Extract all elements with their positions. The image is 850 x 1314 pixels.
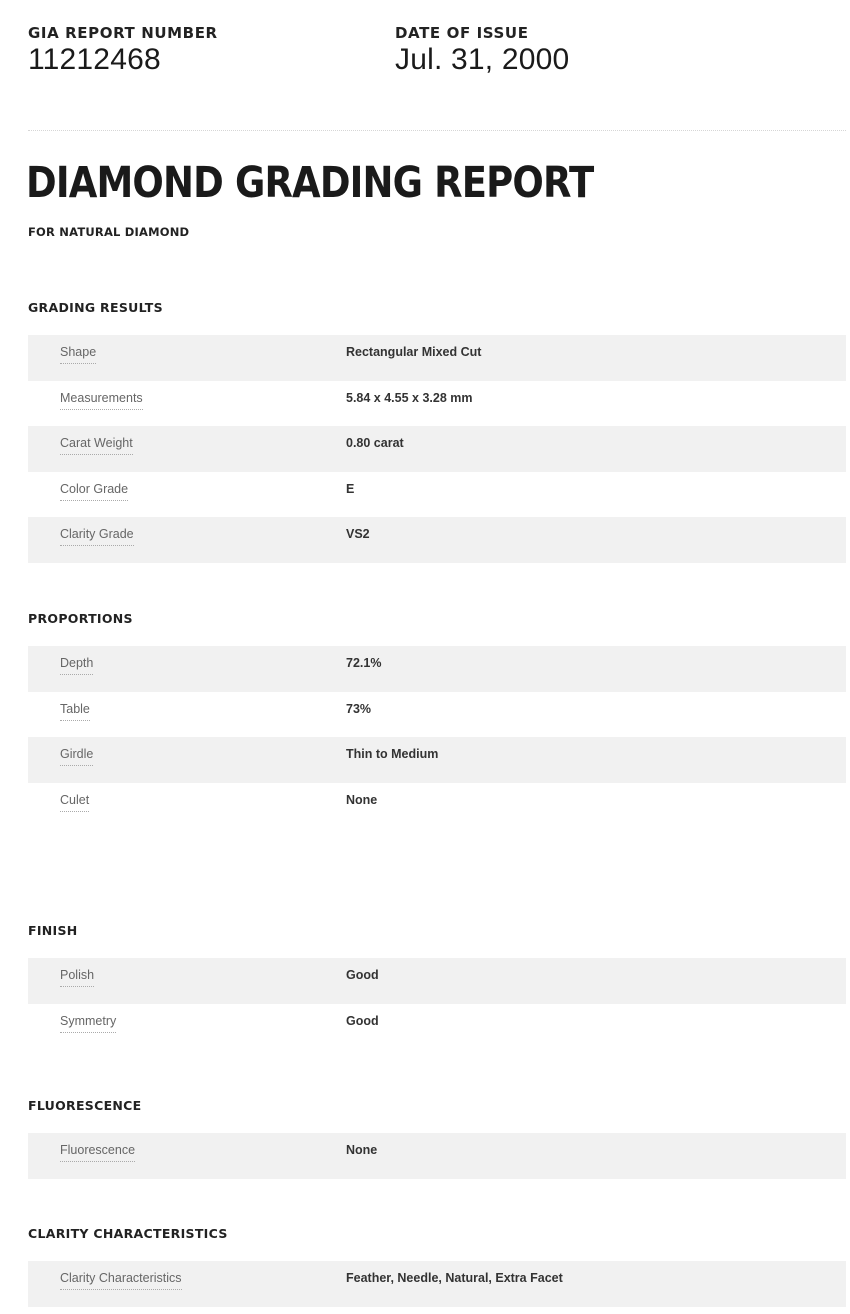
section-title: FLUORESCENCE bbox=[28, 1098, 142, 1113]
section-title: PROPORTIONS bbox=[28, 611, 133, 626]
row-value: None bbox=[346, 792, 378, 807]
clarity-characteristics-section bbox=[28, 1227, 846, 1307]
row-value: Feather, Needle, Natural, Extra Facet bbox=[346, 1271, 563, 1285]
row-label: Fluorescence bbox=[60, 1143, 135, 1162]
table-row bbox=[28, 472, 846, 518]
table-row bbox=[28, 737, 846, 783]
row-label: Depth bbox=[60, 656, 93, 675]
grading-results-section bbox=[28, 301, 846, 563]
finish-section bbox=[28, 924, 846, 1049]
date-of-issue-label: DATE OF ISSUE bbox=[395, 24, 529, 42]
report-number-label: GIA REPORT NUMBER bbox=[28, 24, 218, 42]
row-value: Good bbox=[346, 968, 379, 982]
row-label: Color Grade bbox=[60, 482, 128, 501]
header-divider bbox=[28, 130, 846, 131]
table-row bbox=[28, 381, 846, 427]
row-label: Girdle bbox=[60, 747, 93, 766]
section-title: FINISH bbox=[28, 923, 78, 938]
row-value: 72.1% bbox=[346, 656, 382, 670]
date-of-issue: Jul. 31, 2000 bbox=[395, 43, 570, 76]
section-title: CLARITY CHARACTERISTICS bbox=[28, 1226, 228, 1241]
table-row bbox=[28, 1261, 846, 1307]
section-title: GRADING RESULTS bbox=[28, 300, 163, 315]
table-row bbox=[28, 783, 846, 829]
fluorescence-section bbox=[28, 1099, 846, 1179]
report-number: 11212468 bbox=[28, 43, 161, 76]
row-value: Thin to Medium bbox=[346, 747, 439, 761]
report-title: DIAMOND GRADING REPORT bbox=[26, 158, 594, 208]
row-label: Clarity Grade bbox=[60, 527, 134, 546]
row-value: 73% bbox=[346, 701, 372, 716]
date-of-issue-block bbox=[395, 24, 569, 77]
row-value: None bbox=[346, 1143, 378, 1157]
row-value: VS2 bbox=[346, 527, 370, 541]
report-subtitle: FOR NATURAL DIAMOND bbox=[28, 225, 190, 239]
table-row bbox=[28, 958, 846, 1004]
table-row bbox=[28, 426, 846, 472]
row-value: 0.80 carat bbox=[346, 436, 404, 450]
row-label: Table bbox=[60, 702, 90, 721]
table-row bbox=[28, 692, 846, 738]
row-value: 5.84 x 4.55 x 3.28 mm bbox=[346, 390, 473, 405]
table-row bbox=[28, 646, 846, 692]
row-value: E bbox=[346, 481, 355, 496]
table-row bbox=[28, 335, 846, 381]
row-label: Carat Weight bbox=[60, 436, 133, 455]
row-label: Shape bbox=[60, 345, 96, 364]
proportions-section bbox=[28, 612, 846, 828]
row-value: Good bbox=[346, 1013, 379, 1028]
row-label: Culet bbox=[60, 793, 89, 812]
row-label: Symmetry bbox=[60, 1014, 116, 1033]
table-row bbox=[28, 517, 846, 563]
row-value: Rectangular Mixed Cut bbox=[346, 345, 482, 359]
row-label: Polish bbox=[60, 968, 94, 987]
table-row bbox=[28, 1133, 846, 1179]
row-label: Measurements bbox=[60, 391, 143, 410]
row-label: Clarity Characteristics bbox=[60, 1271, 182, 1290]
report-number-block bbox=[28, 24, 218, 77]
table-row bbox=[28, 1004, 846, 1050]
